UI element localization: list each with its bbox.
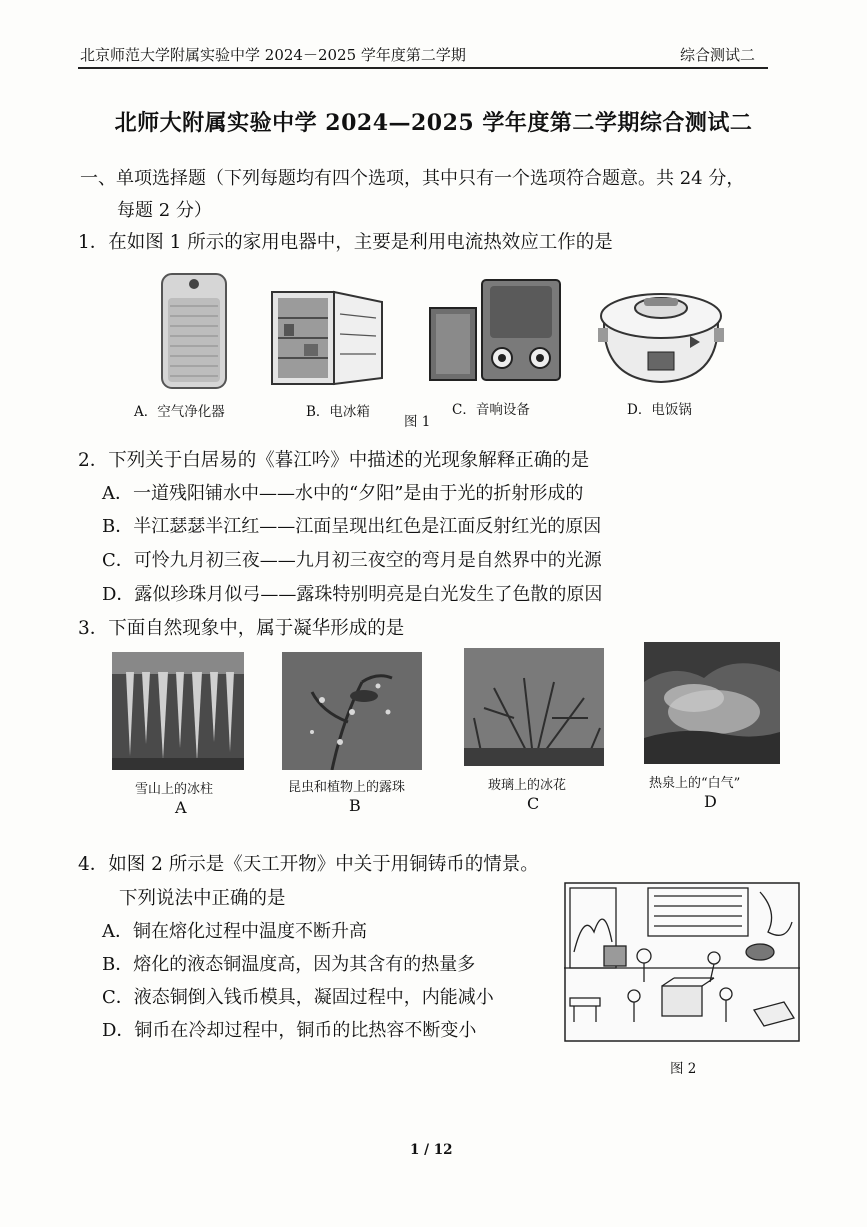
coin-casting-illustration xyxy=(564,882,800,1042)
q1-option-a-caption: A．空气净化器 xyxy=(134,404,225,420)
q4-option-b: B．熔化的液态铜温度高，因为其含有的热量多 xyxy=(102,954,476,975)
q3-caption-a: 雪山上的冰柱 xyxy=(135,782,214,797)
q3-letter-b: B xyxy=(349,796,361,815)
q2-option-b: B．半江瑟瑟半江红——江面呈现出红色是江面反射红光的原因 xyxy=(102,516,602,537)
header-divider xyxy=(78,67,768,69)
q2-option-d: D．露似珍珠月似弓——露珠特别明亮是白光发生了色散的原因 xyxy=(102,584,603,605)
q3-caption-c: 玻璃上的冰花 xyxy=(488,778,567,793)
dewdrops-photo xyxy=(282,652,422,770)
air-purifier-image xyxy=(158,270,230,392)
q4-option-a: A．铜在熔化过程中温度不断升高 xyxy=(102,921,367,942)
q4-option-d: D．铜币在冷却过程中，铜币的比热容不断变小 xyxy=(102,1020,477,1041)
ice-flowers-photo xyxy=(464,648,604,766)
header-exam: 综合测试二 xyxy=(680,46,756,64)
question-1-stem: 1．在如图 1 所示的家用电器中，主要是利用电流热效应工作的是 xyxy=(78,232,613,253)
q1-option-c-caption: C．音响设备 xyxy=(452,402,530,418)
section-heading-cont: 每题 2 分） xyxy=(117,200,212,221)
page-number: 1 / 12 xyxy=(410,1142,453,1158)
refrigerator-image xyxy=(268,288,388,388)
q3-caption-d: 热泉上的“白气” xyxy=(649,776,741,791)
speaker-image xyxy=(428,278,564,384)
rice-cooker-image xyxy=(594,280,728,386)
q2-option-c: C．可怜九月初三夜——九月初三夜空的弯月是自然界中的光源 xyxy=(102,550,602,571)
question-4-stem-cont: 下列说法中正确的是 xyxy=(119,888,286,909)
q1-option-d-caption: D．电饭锅 xyxy=(627,402,692,418)
q3-letter-c: C xyxy=(527,794,540,813)
figure-1-label: 图 1 xyxy=(404,414,431,430)
question-4-stem: 4．如图 2 所示是《天工开物》中关于用铜铸币的情景。 xyxy=(78,854,539,875)
icicles-photo xyxy=(112,652,244,770)
header-school: 北京师范大学附属实验中学 2024－2025 学年度第二学期 xyxy=(80,46,466,64)
q3-letter-d: D xyxy=(704,792,717,811)
q4-option-c: C．液态铜倒入钱币模具，凝固过程中，内能减小 xyxy=(102,987,494,1008)
question-2-stem: 2．下列关于白居易的《暮江吟》中描述的光现象解释正确的是 xyxy=(78,450,590,471)
q3-letter-a: A xyxy=(175,798,187,817)
q3-caption-b: 昆虫和植物上的露珠 xyxy=(288,780,406,795)
question-3-stem: 3．下面自然现象中，属于凝华形成的是 xyxy=(78,618,405,639)
q1-option-b-caption: B．电冰箱 xyxy=(306,404,370,420)
hot-spring-steam-photo xyxy=(644,642,780,764)
page-title: 北师大附属实验中学 2024—2025 学年度第二学期综合测试二 xyxy=(114,110,753,136)
figure-2-label: 图 2 xyxy=(670,1061,697,1077)
q2-option-a: A．一道残阳铺水中——水中的“夕阳”是由于光的折射形成的 xyxy=(102,483,584,504)
section-heading: 一、单项选择题（下列每题均有四个选项，其中只有一个选项符合题意。共 24 分， xyxy=(80,168,745,189)
